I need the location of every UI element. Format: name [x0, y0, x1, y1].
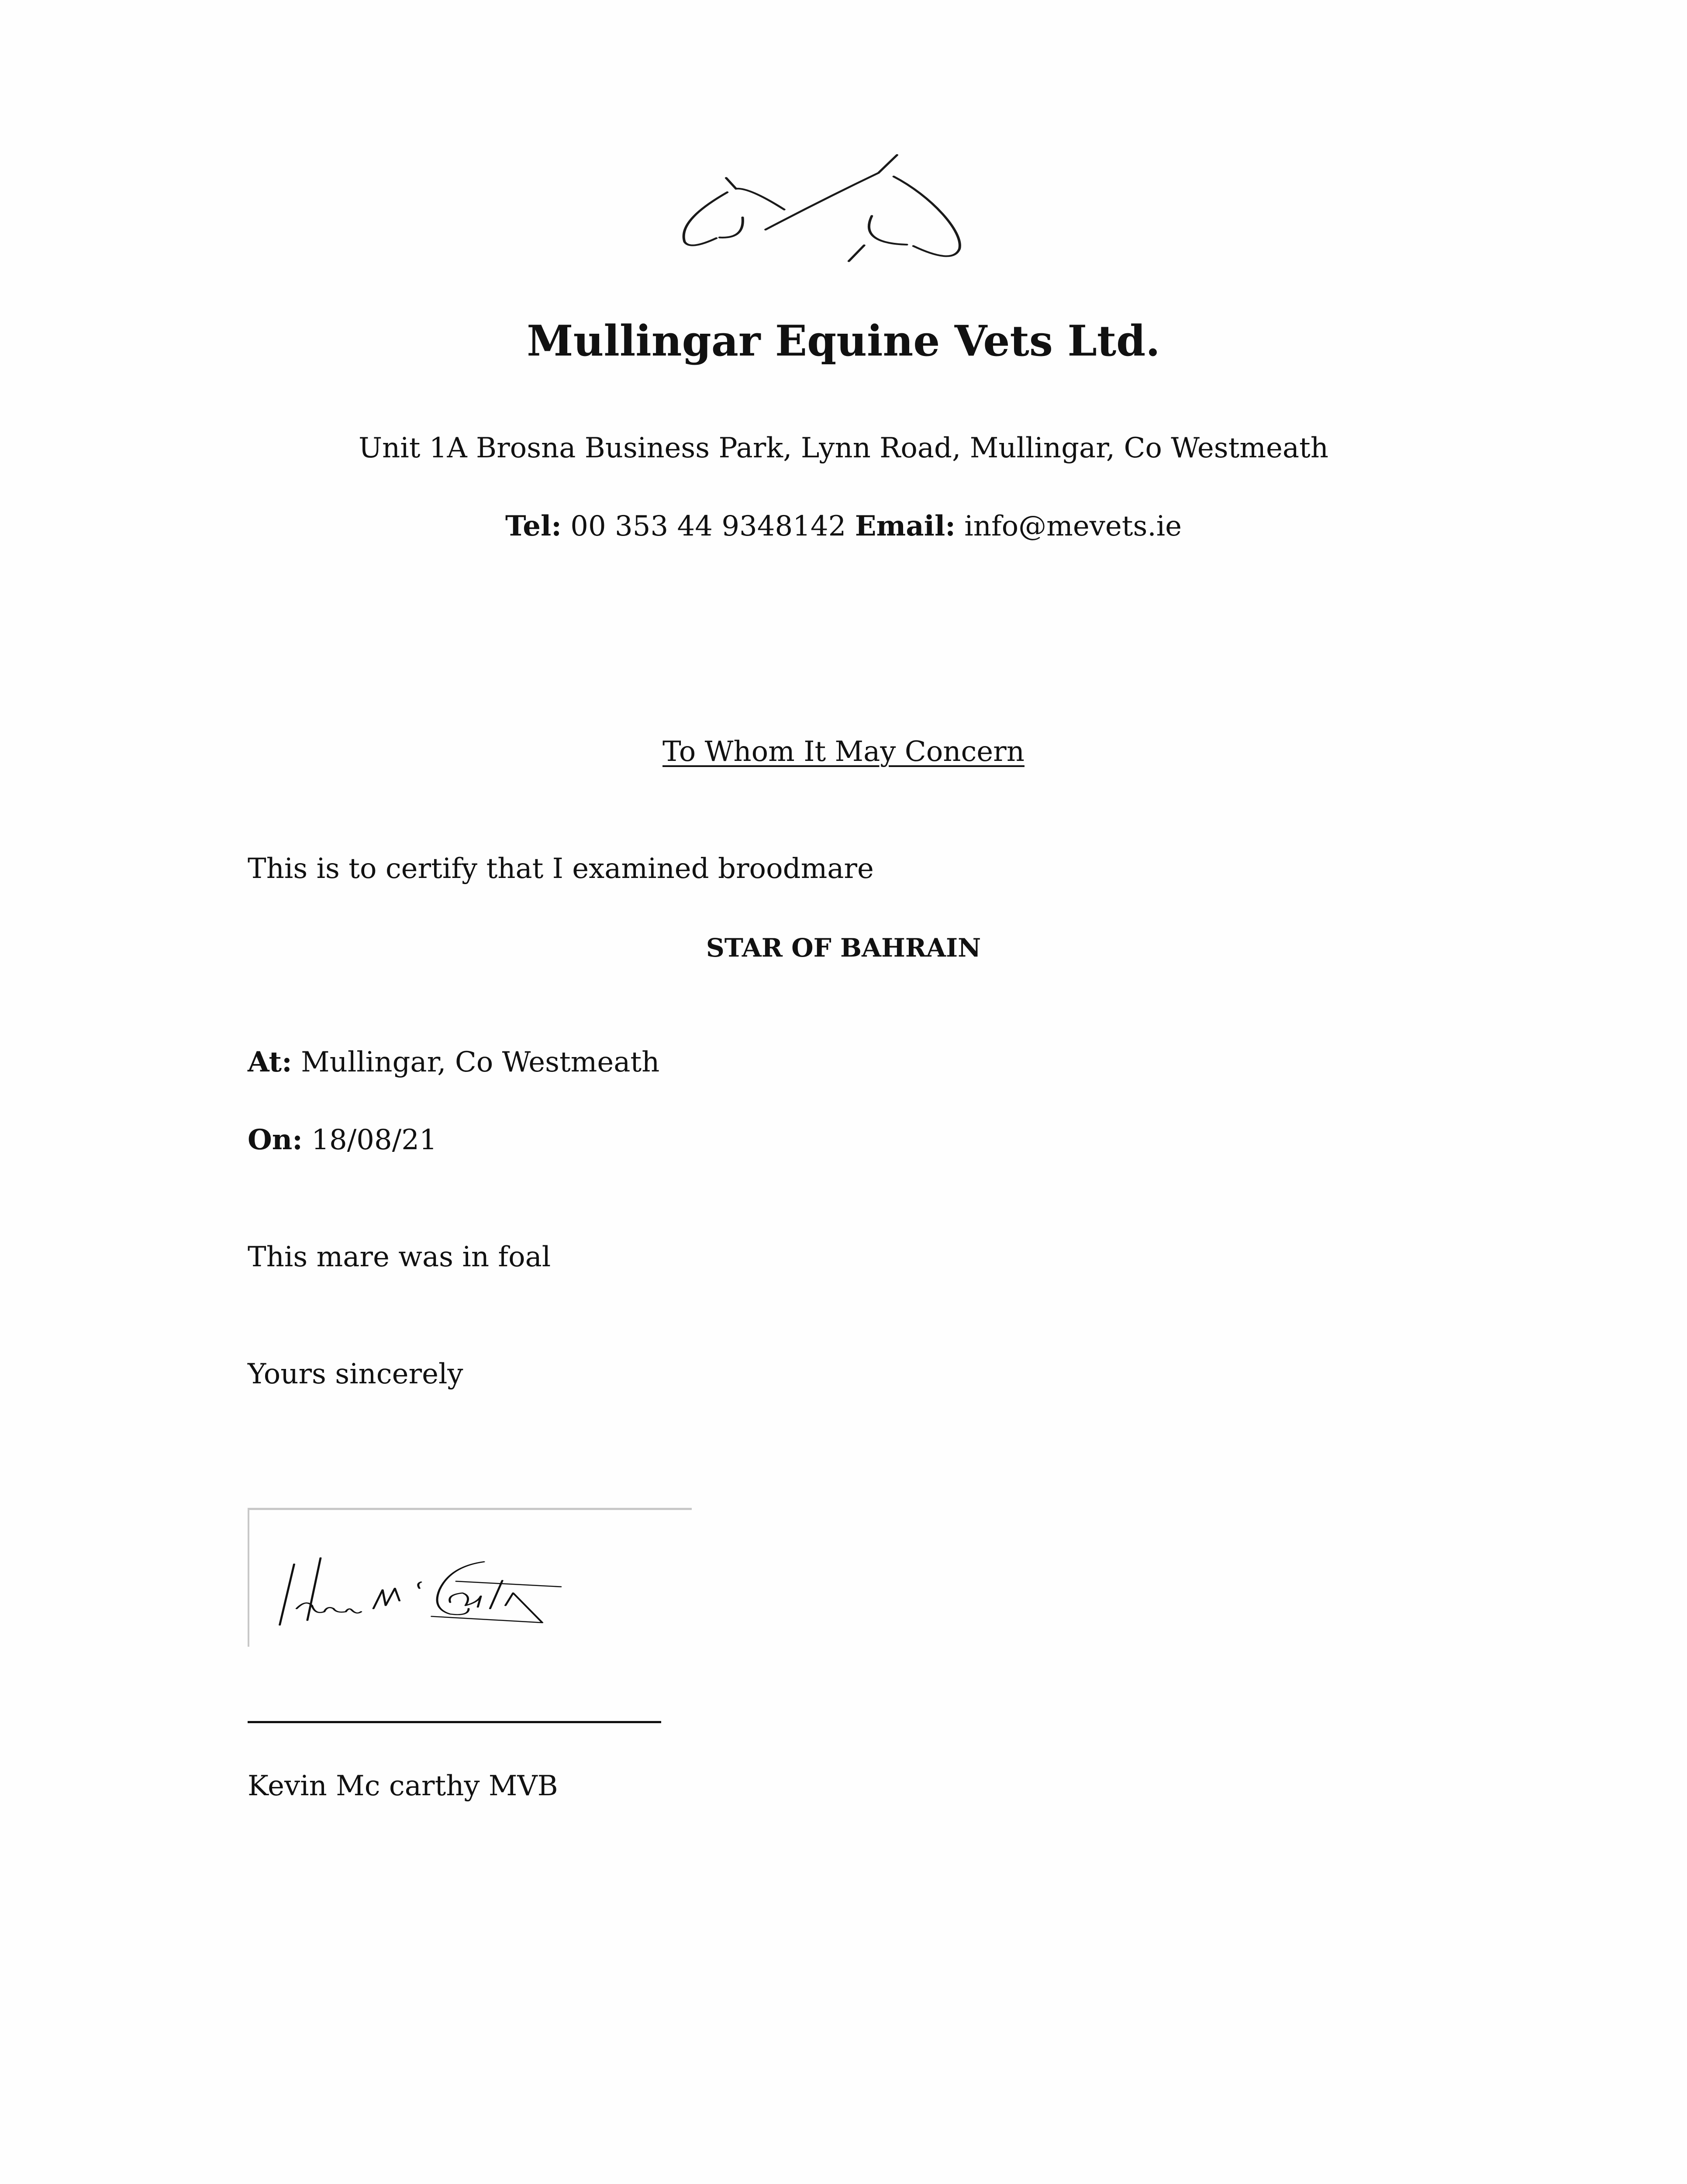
location-line: [248, 1048, 659, 1076]
location: Mullingar, Co Westmeath: [301, 1046, 660, 1078]
horse-heads-logo-icon: [679, 153, 966, 265]
exam-date: 18/08/21: [311, 1124, 437, 1156]
tel-number: 00 353 44 9348142: [570, 510, 846, 543]
salutation: To Whom It May Concern: [662, 736, 1025, 768]
company-name: Mullingar Equine Vets Ltd.: [527, 316, 1160, 366]
finding-text: This mare was in foal: [248, 1241, 551, 1273]
email-label: Email:: [855, 510, 956, 543]
date-line: [248, 1123, 437, 1156]
closing-text: Yours sincerely: [248, 1358, 463, 1390]
company-address: Unit 1A Brosna Business Park, Lynn Road, Mullingar, Co Westmeath: [359, 432, 1328, 464]
intro-text: This is to certify that I examined broodmare: [248, 853, 874, 885]
signature-line: [248, 1721, 661, 1723]
signatory-name: Kevin Mc carthy MVB: [248, 1770, 558, 1802]
tel-label: Tel:: [505, 510, 562, 543]
horse-name: STAR OF BAHRAIN: [706, 933, 981, 963]
at-label: At:: [248, 1046, 292, 1078]
email-address: info@mevets.ie: [964, 510, 1182, 543]
contact-line: [0, 510, 1687, 543]
handwritten-signature-icon: [278, 1556, 564, 1626]
on-label: On:: [248, 1123, 303, 1156]
